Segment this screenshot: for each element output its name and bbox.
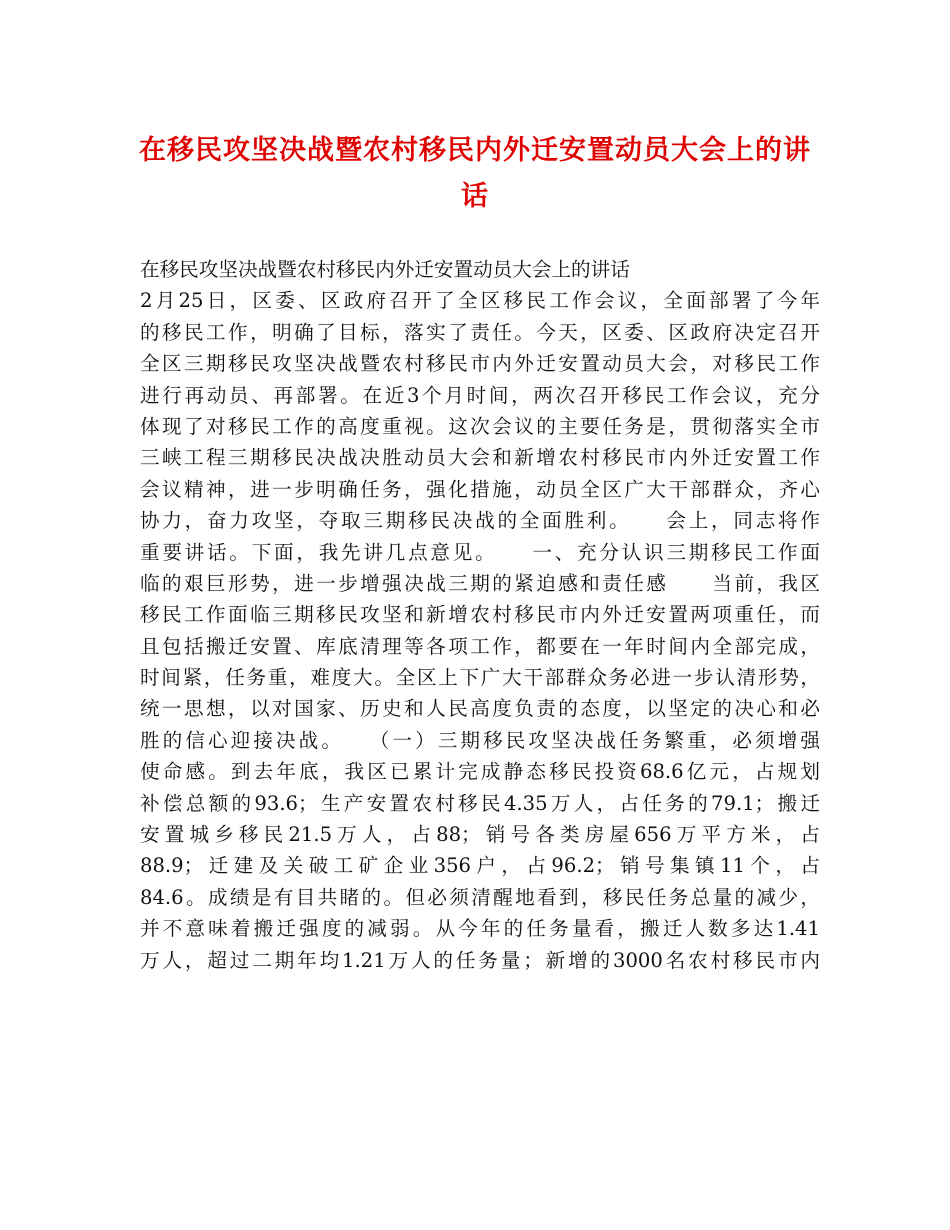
body-line: 的移民工作，明确了目标，落实了责任。今天，区委、区政府决定召开: [140, 320, 820, 344]
body-line: 重要讲话。下面，我先讲几点意见。 一、充分认识三期移民工作面: [140, 540, 820, 564]
body-line: 88.9；迁建及关破工矿企业356户，占96.2；销号集镇11个，占: [140, 854, 820, 878]
body-line: 万人，超过二期年均1.21万人的任务量；新增的3000名农村移民市内: [140, 948, 820, 972]
body-line: 会议精神，进一步明确任务，强化措施，动员全区广大干部群众，齐心: [140, 477, 820, 501]
body-line: 移民工作面临三期移民攻坚和新增农村移民市内外迁安置两项重任，而: [140, 603, 820, 627]
body-line: 三峡工程三期移民决战决胜动员大会和新增农村移民市内外迁安置工作: [140, 446, 820, 470]
body-line: 且包括搬迁安置、库底清理等各项工作，都要在一年时间内全部完成，: [140, 634, 820, 658]
body-line: 在移民攻坚决战暨农村移民内外迁安置动员大会上的讲话: [140, 258, 630, 281]
body-line: 统一思想，以对国家、历史和人民高度负责的态度，以坚定的决心和必: [140, 697, 820, 721]
body-line: 临的艰巨形势，进一步增强决战三期的紧迫感和责任感 当前，我区: [140, 571, 820, 595]
body-line: 协力，奋力攻坚，夺取三期移民决战的全面胜利。 会上，同志将作: [140, 509, 820, 533]
body-line: 安置城乡移民21.5万人，占88；销号各类房屋656万平方米，占: [140, 823, 820, 847]
document-title: 在移民攻坚决战暨农村移民内外迁安置动员大会上的讲话: [139, 135, 811, 212]
body-line: 2月25日，区委、区政府召开了全区移民工作会议，全面部署了今年: [140, 289, 820, 313]
body-line: 使命感。到去年底，我区已累计完成静态移民投资68.6亿元，占规划: [140, 760, 820, 784]
body-line: 并不意味着搬迁强度的减弱。从今年的任务量看，搬迁人数多达1.41: [140, 917, 820, 941]
body-line: 体现了对移民工作的高度重视。这次会议的主要任务是，贯彻落实全市: [140, 414, 820, 438]
body-line: 胜的信心迎接决战。 （一）三期移民攻坚决战任务繁重，必须增强: [140, 728, 820, 752]
document-body: [140, 254, 820, 976]
body-line: 补偿总额的93.6；生产安置农村移民4.35万人，占任务的79.1；搬迁: [140, 791, 820, 815]
body-line: 84.6。成绩是有目共睹的。但必须清醒地看到，移民任务总量的减少，: [140, 885, 820, 909]
body-line: 进行再动员、再部署。在近3个月时间，两次召开移民工作会议，充分: [140, 383, 820, 407]
body-line: 时间紧，任务重，难度大。全区上下广大干部群众务必进一步认清形势，: [140, 666, 820, 690]
body-line: 全区三期移民攻坚决战暨农村移民市内外迁安置动员大会，对移民工作: [140, 352, 820, 376]
